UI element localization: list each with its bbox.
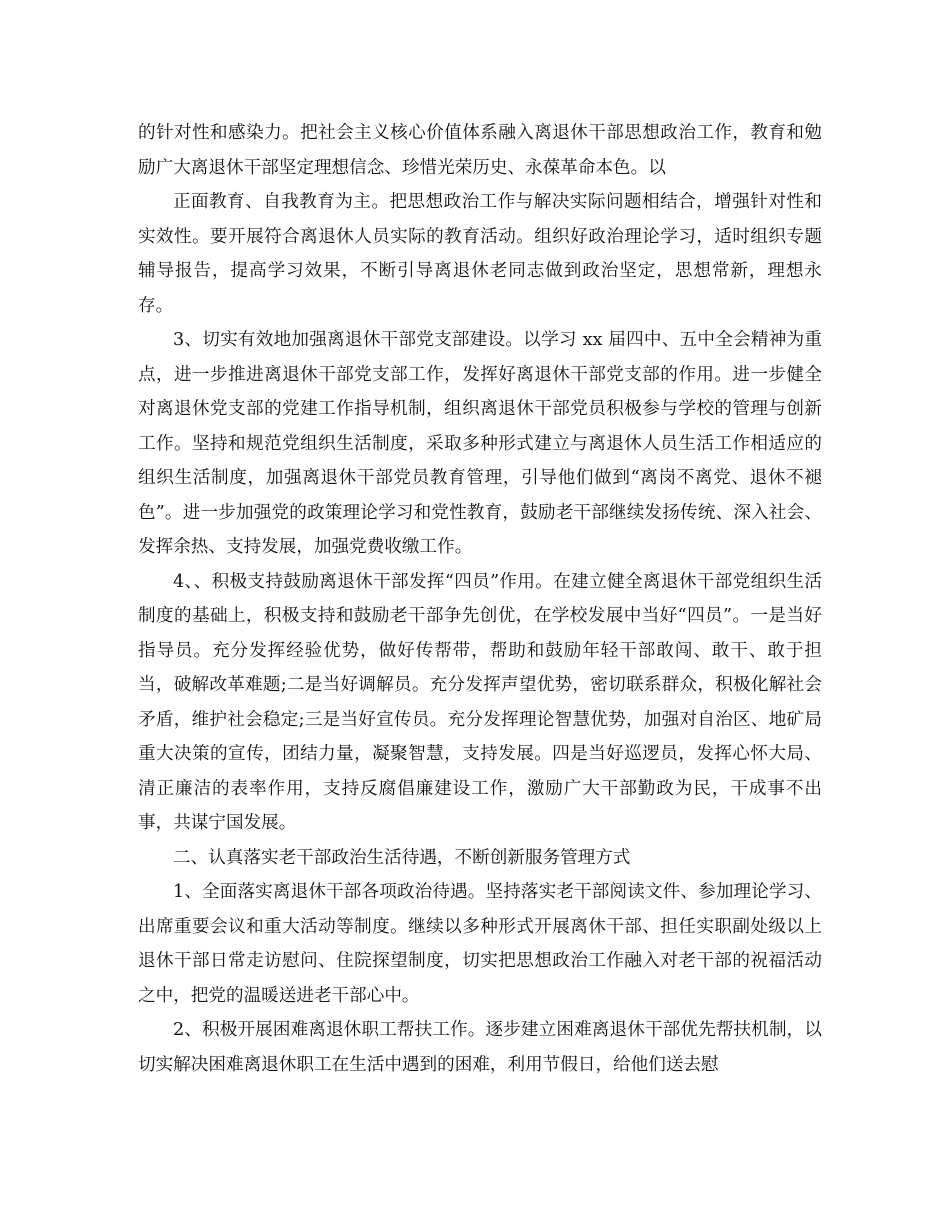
paragraph-hardship-assistance: 2、积极开展困难离退休职工帮扶工作。逐步建立困难离退休干部优先帮扶机制，以切实解决困难离退休职工在生活中遇到的困难，利用节假日，给他们送去慰: [138, 1020, 822, 1075]
paragraph-political-treatment: 1、全面落实离退休干部各项政治待遇。坚持落实老干部阅读文件、参加理论学习、出席重要会议和重大活动等制度。继续以多种形式开展离休干部、担任实职副处级以上退休干部日常走访慰问、住院探望制度，切实把思想政治工作融入对老干部的祝福活动之中，把党的温暖送进老干部心中。: [138, 882, 822, 1006]
paragraph-four-roles: 4、、积极支持鼓励离退休干部发挥“四员”作用。在建立健全离退休干部党组织生活制度的基础上，积极支持和鼓励老干部争先创优，在学校发展中当好“四员”。一是当好指导员。充分发挥经验优势，做好传帮带，帮助和鼓励年轻干部敢闯、敢干、敢于担当，破解改革难题;二是当好调解员。充分发挥声望优势，密切联系群众，积极化解社会矛盾，维护社会稳定;三是当好宣传员。充分发挥理论智慧优势，加强对自治区、地矿局重大决策的宣传，团结力量，凝聚智慧，支持发展。四是当好巡逻员，发挥心怀大局、清正廉洁的表率作用，支持反腐倡廉建设工作，激励广大干部勤政为民，干成事不出事，共谋宁国发展。: [138, 571, 822, 833]
paragraph-party-branch: 3、切实有效地加强离退休干部党支部建设。以学习 xx 届四中、五中全会精神为重点，进一步推进离退休干部党支部工作，发挥好离退休干部党支部的作用。进一步健全对离退休党支部的党建工作指导机制，组织离退休干部党员积极参与学校的管理与创新工作。坚持和规范党组织生活制度，采取多种形式建立与离退休人员生活工作相适应的组织生活制度，加强离退休干部党员教育管理，引导他们做到“离岗不离党、退休不褪色”。进一步加强党的政策理论学习和党性教育，鼓励老干部继续发扬传统、深入社会、发挥余热、支持发展，加强党费收缴工作。: [138, 330, 822, 557]
paragraph-continuation: 的针对性和感染力。把社会主义核心价值体系融入离退休干部思想政治工作，教育和勉励广大离退休干部坚定理想信念、珍惜光荣历史、永葆革命本色。以: [138, 123, 822, 178]
section-heading-two: 二、认真落实老干部政治生活待遇，不断创新服务管理方式: [173, 847, 631, 868]
paragraph-positive-education: 正面教育、自我教育为主。把思想政治工作与解决实际问题相结合，增强针对性和实效性。要开展符合离退休人员实际的教育活动。组织好政治理论学习，适时组织专题辅导报告，提高学习效果，不断引导离退休老同志做到政治坚定，思想常新，理想永存。: [138, 192, 822, 316]
document-body: [138, 116, 822, 1082]
